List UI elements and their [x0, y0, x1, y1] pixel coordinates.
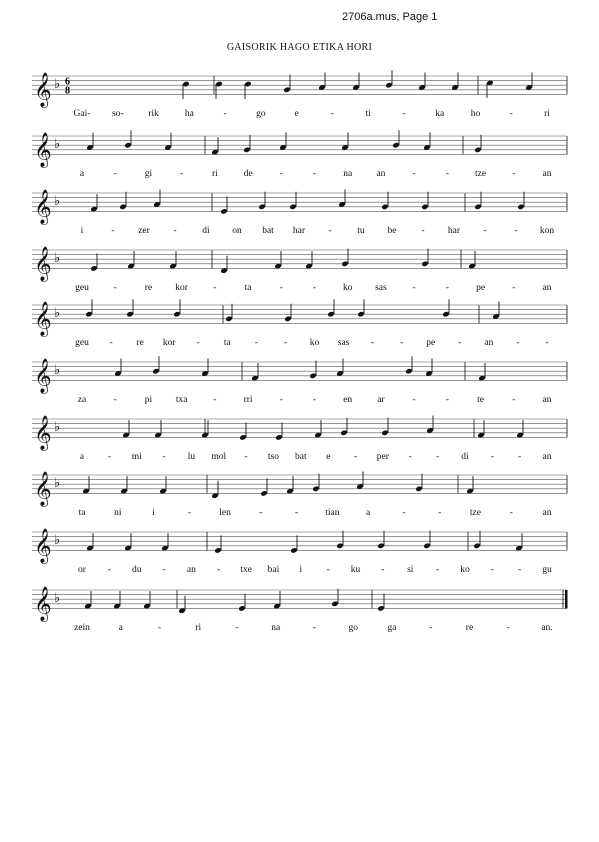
lyric-syllable: en: [343, 395, 353, 405]
lyric-syllable: -: [279, 395, 283, 405]
lyric-syllable: go: [256, 109, 266, 119]
lyric-syllable: rri: [243, 395, 253, 405]
lyric-syllable: -: [402, 109, 406, 119]
treble-clef-icon: 𝄞: [34, 528, 52, 564]
staff-system: [32, 246, 567, 293]
lyric-syllable: -: [235, 623, 239, 633]
staff-system: [32, 356, 567, 405]
lyric-syllable: -: [518, 452, 522, 462]
flat-icon: ♭: [54, 306, 61, 322]
lyric-syllable: pe: [426, 338, 436, 348]
lyric-syllable: -: [483, 226, 487, 236]
lyric-syllable: mol: [211, 452, 227, 462]
lyric-syllable: -: [516, 338, 520, 348]
lyric-syllable: geu: [75, 283, 89, 293]
lyric-syllable: -: [509, 109, 513, 119]
lyric-syllable: bai: [267, 565, 280, 575]
lyric-syllable: tze: [475, 169, 487, 179]
lyric-syllable: -: [244, 452, 248, 462]
lyric-syllable: zer: [138, 226, 150, 236]
song-title: GAISORIK HAGO ETIKA HORI: [226, 42, 373, 53]
lyric-syllable: -: [412, 283, 416, 293]
treble-clef-icon: 𝄞: [34, 586, 52, 622]
lyric-syllable: sas: [337, 338, 350, 348]
staff-system: [32, 471, 567, 518]
lyric-syllable: bat: [262, 226, 274, 236]
lyric-syllable: i: [152, 508, 155, 518]
lyric-syllable: -: [512, 169, 516, 179]
lyric-syllable: -: [279, 283, 283, 293]
lyric-syllable: pe: [476, 283, 486, 293]
lyric-syllable: -: [458, 338, 462, 348]
lyric-syllable: ta: [223, 338, 231, 348]
lyric-syllable: -: [312, 623, 317, 633]
lyric-syllable: -: [162, 565, 166, 575]
treble-clef-icon: 𝄞: [34, 415, 52, 451]
lyric-syllable: ni: [114, 508, 122, 518]
lyric-syllable: bat: [295, 452, 307, 462]
lyric-syllable: on: [232, 226, 242, 236]
lyric-syllable: ta: [244, 283, 252, 293]
flat-icon: ♭: [54, 476, 61, 492]
lyric-syllable: -: [107, 565, 111, 575]
flat-icon: ♭: [54, 194, 61, 210]
lyric-syllable: -: [223, 109, 227, 119]
lyric-syllable: -: [312, 169, 317, 179]
lyric-syllable: ar: [377, 395, 385, 405]
lyric-syllable: -: [180, 169, 184, 179]
lyric-syllable: txa: [175, 395, 188, 405]
lyric-syllable: gi: [144, 169, 153, 179]
staff-system: [32, 528, 567, 575]
lyric-syllable: e: [326, 452, 331, 462]
lyric-syllable: Gai-: [73, 109, 91, 119]
lyric-syllable: -: [514, 226, 518, 236]
lyric-syllable: -: [371, 338, 375, 348]
lyric-syllable: na: [271, 623, 281, 633]
lyric-syllable: -: [421, 226, 425, 236]
lyric-syllable: -: [328, 226, 332, 236]
lyric-syllable: -: [111, 226, 115, 236]
lyric-syllable: tian: [325, 508, 340, 518]
flat-icon: ♭: [54, 591, 61, 607]
lyric-syllable: sas: [375, 283, 387, 293]
lyric-syllable: -: [353, 452, 358, 462]
lyric-syllable: a: [79, 169, 85, 179]
lyric-syllable: -: [326, 565, 330, 575]
lyric-syllable: tso: [267, 452, 280, 462]
lyric-syllable: -: [512, 395, 516, 405]
lyric-syllable: kor: [175, 283, 188, 293]
lyric-syllable: -: [157, 623, 162, 633]
lyric-syllable: har: [292, 226, 306, 236]
lyric-syllable: -: [107, 452, 111, 462]
lyric-syllable: ri: [211, 169, 218, 179]
lyric-syllable: -: [113, 169, 117, 179]
lyric-syllable: -: [518, 565, 522, 575]
lyric-syllable: -: [113, 283, 117, 293]
lyric-syllable: len: [219, 508, 231, 518]
lyric-syllable: -: [279, 169, 283, 179]
lyric-syllable: lu: [187, 452, 196, 462]
lyric-syllable: di: [461, 452, 469, 462]
lyric-syllable: pi: [144, 395, 153, 405]
lyric-syllable: an.: [541, 623, 553, 633]
lyric-syllable: a: [118, 623, 123, 633]
lyric-syllable: du: [131, 565, 142, 575]
lyric-syllable: ri: [195, 623, 202, 633]
lyric-syllable: -: [295, 508, 299, 518]
lyric-syllable: so-: [111, 109, 124, 119]
lyric-syllable: -: [445, 283, 449, 293]
time-signature-bottom: 8: [65, 85, 70, 97]
lyric-syllable: ko: [342, 283, 353, 293]
lyric-syllable: -: [259, 508, 263, 518]
lyric-syllable: an: [186, 565, 196, 575]
lyric-syllable: ka: [435, 109, 445, 119]
treble-clef-icon: 𝄞: [34, 72, 52, 108]
treble-clef-icon: 𝄞: [34, 189, 52, 225]
lyric-syllable: -: [545, 338, 549, 348]
lyric-syllable: -: [381, 565, 385, 575]
staff-system: [32, 130, 567, 179]
treble-clef-icon: 𝄞: [34, 471, 52, 507]
lyric-syllable: -: [217, 565, 221, 575]
staff-system: [32, 415, 567, 462]
lyric-syllable: -: [109, 338, 113, 348]
lyric-syllable: -: [438, 508, 442, 518]
lyric-syllable: be: [387, 226, 397, 236]
lyric-syllable: e: [294, 109, 299, 119]
treble-clef-icon: 𝄞: [34, 246, 52, 282]
lyric-syllable: rik: [148, 109, 159, 119]
lyric-syllable: -: [113, 395, 117, 405]
lyric-syllable: go: [348, 623, 358, 633]
lyric-syllable: za: [77, 395, 87, 405]
lyric-syllable: an: [542, 169, 552, 179]
lyric-syllable: har: [447, 226, 461, 236]
lyric-syllable: -: [436, 565, 440, 575]
lyric-syllable: -: [412, 169, 416, 179]
lyric-syllable: re: [136, 338, 144, 348]
staff-system: [32, 189, 567, 236]
lyric-syllable: tze: [469, 508, 482, 518]
lyric-syllable: an: [542, 283, 552, 293]
lyric-syllable: an: [542, 395, 552, 405]
lyric-syllable: ku: [350, 565, 361, 575]
lyric-syllable: i: [299, 565, 303, 575]
treble-clef-icon: 𝄞: [34, 132, 52, 168]
flat-icon: ♭: [54, 363, 61, 379]
lyric-syllable: -: [173, 226, 177, 236]
staff-system: [32, 299, 567, 348]
flat-icon: ♭: [54, 137, 61, 153]
lyric-syllable: -: [162, 452, 166, 462]
lyric-syllable: tu: [357, 226, 365, 236]
lyric-syllable: -: [445, 169, 449, 179]
time-signature-top: 6: [65, 76, 70, 88]
lyric-syllable: a: [79, 452, 85, 462]
lyric-syllable: an: [542, 508, 552, 518]
page-header: 2706a.mus, Page 1: [342, 11, 438, 23]
lyric-syllable: re: [144, 283, 153, 293]
lyric-syllable: or: [78, 565, 86, 575]
lyric-syllable: ga: [387, 623, 397, 633]
lyric-syllable: -: [187, 508, 191, 518]
lyric-syllable: zein: [74, 623, 90, 633]
lyric-syllable: -: [509, 508, 513, 518]
lyric-syllable: -: [429, 623, 433, 633]
lyric-syllable: gu: [542, 565, 552, 575]
lyric-syllable: na: [343, 169, 353, 179]
lyric-syllable: -: [254, 338, 258, 348]
treble-clef-icon: 𝄞: [34, 301, 52, 337]
lyric-syllable: -: [283, 338, 288, 348]
flat-icon: ♭: [54, 77, 61, 93]
lyric-syllable: txe: [240, 565, 252, 575]
lyric-syllable: kor: [162, 338, 176, 348]
lyric-syllable: -: [312, 283, 317, 293]
lyric-syllable: kon: [539, 226, 555, 236]
lyric-syllable: ko: [460, 565, 470, 575]
lyric-syllable: si: [407, 565, 414, 575]
lyric-syllable: di: [202, 226, 210, 236]
lyric-syllable: an: [484, 338, 494, 348]
lyric-syllable: -: [512, 283, 516, 293]
lyric-syllable: -: [213, 395, 217, 405]
lyric-syllable: -: [213, 283, 217, 293]
lyric-syllable: te: [477, 395, 485, 405]
treble-clef-icon: 𝄞: [34, 358, 52, 394]
staff-system: [32, 70, 567, 119]
lyric-syllable: ho: [470, 109, 481, 119]
lyric-syllable: -: [506, 623, 510, 633]
lyric-syllable: ri: [544, 109, 550, 119]
lyric-syllable: -: [400, 338, 404, 348]
lyric-syllable: mi: [131, 452, 142, 462]
flat-icon: ♭: [54, 420, 61, 436]
lyric-syllable: -: [408, 452, 412, 462]
lyric-syllable: de: [243, 169, 253, 179]
lyric-syllable: a: [366, 508, 371, 518]
lyric-syllable: -: [330, 109, 334, 119]
lyric-syllable: an: [542, 452, 552, 462]
lyric-syllable: ha: [184, 109, 194, 119]
lyric-syllable: i: [80, 226, 84, 236]
lyric-syllable: per: [376, 452, 389, 462]
lyric-syllable: ko: [309, 338, 320, 348]
staff-system: [32, 586, 568, 633]
lyric-syllable: -: [196, 338, 200, 348]
lyric-syllable: -: [402, 508, 406, 518]
lyric-syllable: -: [436, 452, 440, 462]
lyric-syllable: ti: [365, 109, 371, 119]
final-bar-thick: [565, 590, 568, 608]
lyric-syllable: -: [490, 452, 494, 462]
lyric-syllable: an: [376, 169, 386, 179]
lyric-syllable: -: [312, 395, 317, 405]
lyric-syllable: geu: [75, 338, 89, 348]
lyric-syllable: -: [490, 565, 494, 575]
lyric-syllable: -: [412, 395, 416, 405]
lyric-syllable: -: [445, 395, 449, 405]
flat-icon: ♭: [54, 533, 61, 549]
lyric-syllable: ta: [78, 508, 86, 518]
lyric-syllable: re: [465, 623, 474, 633]
flat-icon: ♭: [54, 251, 61, 267]
